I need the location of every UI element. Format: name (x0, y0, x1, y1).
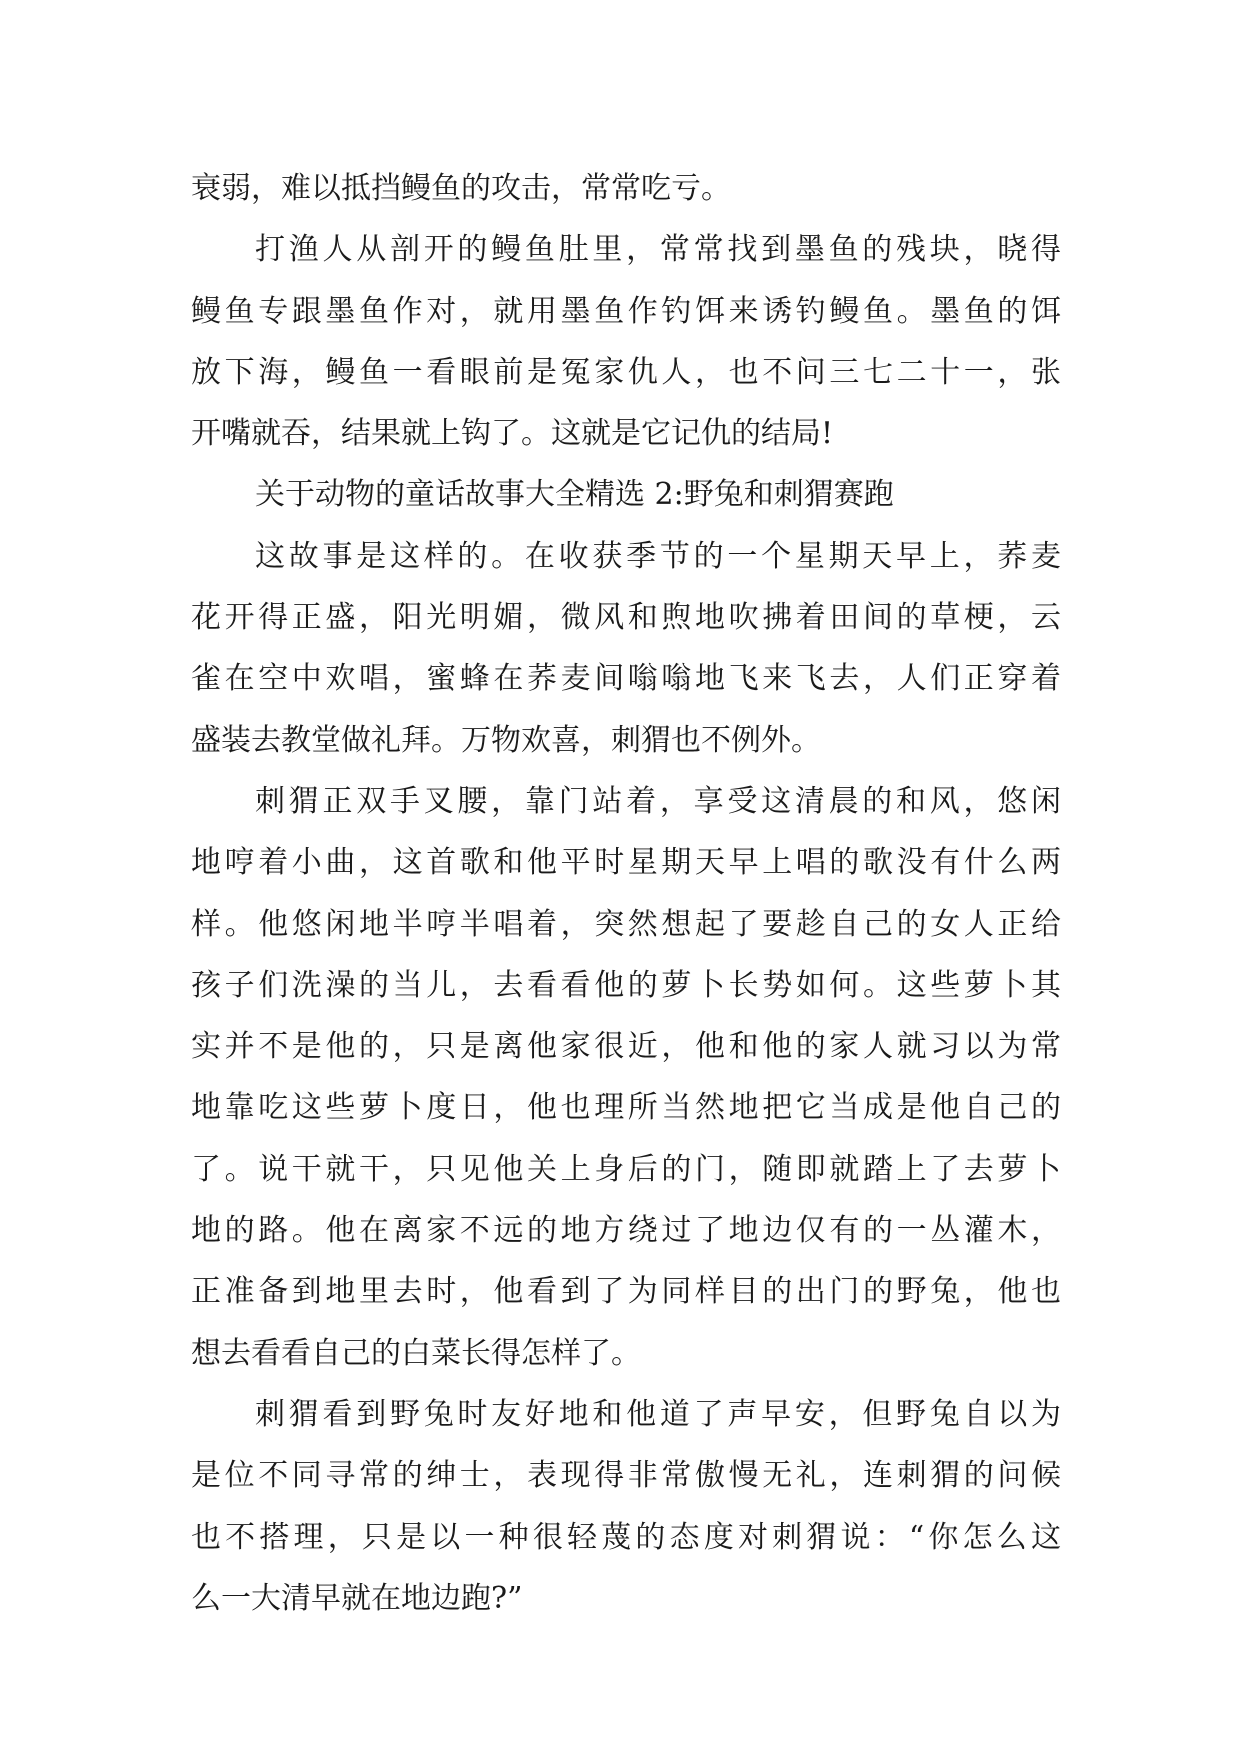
section-heading: 关于动物的童话故事大全精选 2:野兔和刺猬赛跑 (255, 477, 894, 513)
text-line: 地靠吃这些萝卜度日，他也理所当然地把它当成是他自己的 (191, 1090, 1061, 1126)
text-line: 刺猬看到野兔时友好地和他道了声早安，但野兔自以为 (255, 1396, 1061, 1432)
text-line: 放下海，鳗鱼一看眼前是冤家仇人，也不问三七二十一，张 (191, 354, 1061, 390)
text-line: 花开得正盛，阳光明媚，微风和煦地吹拂着田间的草梗，云 (191, 600, 1061, 636)
text-line: 地哼着小曲，这首歌和他平时星期天早上唱的歌没有什么两 (191, 845, 1061, 881)
text-line: 实并不是他的，只是离他家很近，他和他的家人就习以为常 (191, 1029, 1061, 1065)
text-line: 雀在空中欢唱，蜜蜂在荞麦间嗡嗡地飞来飞去，人们正穿着 (191, 661, 1061, 697)
text-line: 打渔人从剖开的鳗鱼肚里，常常找到墨鱼的残块，晓得 (255, 232, 1061, 268)
text-line: 正准备到地里去时，他看到了为同样目的出门的野兔，他也 (191, 1274, 1061, 1310)
text-line: 衰弱，难以抵挡鳗鱼的攻击，常常吃亏。 (191, 171, 731, 206)
text-line: 孩子们洗澡的当儿，去看看他的萝卜长势如何。这些萝卜其 (191, 967, 1061, 1003)
text-line: 是位不同寻常的绅士，表现得非常傲慢无礼，连刺猬的问候 (191, 1458, 1061, 1494)
text-line: 地的路。他在离家不远的地方绕过了地边仅有的一丛灌木， (191, 1213, 1061, 1249)
text-line: 这故事是这样的。在收获季节的一个星期天早上，荞麦 (255, 538, 1061, 574)
document-body (191, 158, 1061, 1629)
text-line: 开嘴就吞，结果就上钩了。这就是它记仇的结局! (191, 416, 834, 452)
text-line: 盛装去教堂做礼拜。万物欢喜，刺猬也不例外。 (191, 722, 821, 758)
text-line: 想去看看自己的白菜长得怎样了。 (191, 1335, 641, 1371)
text-line: 鳗鱼专跟墨鱼作对，就用墨鱼作钓饵来诱钓鳗鱼。墨鱼的饵 (191, 293, 1061, 329)
text-line: 样。他悠闲地半哼半唱着，突然想起了要趁自己的女人正给 (191, 906, 1061, 942)
text-line: 刺猬正双手叉腰，靠门站着，享受这清晨的和风，悠闲 (255, 783, 1061, 819)
text-line: 也不搭理，只是以一种很轻蔑的态度对刺猬说：“你怎么这 (191, 1519, 1061, 1555)
text-line: 了。说干就干，只见他关上身后的门，随即就踏上了去萝卜 (191, 1151, 1061, 1187)
text-line: 么一大清早就在地边跑?” (191, 1580, 523, 1616)
